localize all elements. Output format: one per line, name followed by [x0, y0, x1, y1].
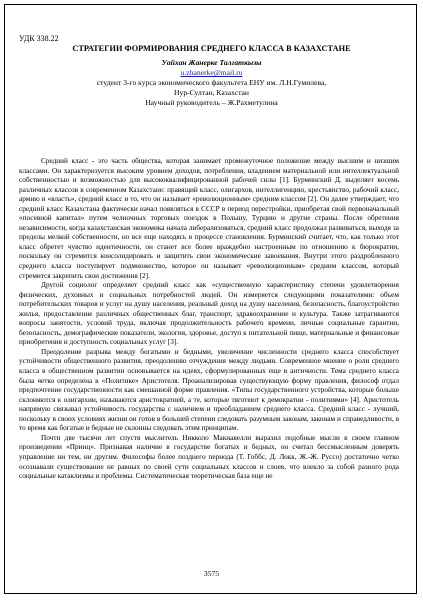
paragraph-2: Другой социолог определяет средний класс как «существенную характеристику степени удовлетворения физических, духовных и социальных потребностей людей. Он измеряется следующими показателями: объем потребительских товаров и услуг на душу населения, реальный доход на душу населения, безопасность, благоустройство жилья, предоставление различных общественных благ, транспорт, здравоохранение и культура. Также затрагиваются вопросы занятости, условий труда, включая продолжительность рабочего времени, личные социальные гарантии, безопасность, демографические показатели, экология, здоровье, доступ к питательной пище, материальные и финансовые приобретения и доступность социальных услуг [3].: [19, 281, 399, 347]
supervisor-line: Научный руководитель – Ж.Рахметулина: [145, 98, 278, 107]
author-block: [0, 58, 423, 108]
author-email-link[interactable]: u.zhanerke@mail.ru: [180, 68, 243, 77]
page-number: 3575: [203, 569, 220, 578]
paragraph-1: Средний класс - это часть общества, которая занимает промежуточное положение между высшим и низшим классами. Он характеризуется высоким уровнем доходов, потребления, владением материальной или интеллектуальной собственностью и возможностью для высококвалифицированной рабочей силы [1]. Бурминский Д. выделяет восемь различных классов в современном Казахстане: правящий класс, олигархов, интеллигенцию, крестьянство, рабочий класс, армию и «власть», средний класс и то, что он называет «революционным» средним классом [2]. Он далее утверждает, что средний класс Казахстана фактически начал появляться в СССР в период перестройки, приобретая свой первоначальный «посевной капитал» путем челночных торговых поездок в Польшу, Турцию и другие страны. После обретения независимости, когда казахстанская экономика начала либерализоваться, средний класс продолжал развиваться, выходя за пределы мелкой собственности, но все еще находясь в процессе становления. Бурминский считает, что, как только этот класс обретет чувство идентичности, он станет все более враждебно настроенным по отношению к бюрократии, поскольку он стремится консолидировать и защитить свои экономические завоевания. Внутри этого раздробленного среднего класса поступирует подмножество, которое он называет «революционным» средним классом, который стремится закрепить свои достижения [2].: [19, 157, 399, 280]
paragraph-4: Почти две тысячи лет спустя мыслитель Никколо Макиавелли выразил подобные мысли в своем главном произведении «Принц». Признавая наличие в государстве богатых и бедных, он считал бессмысленным доверять управление ни тем, ни другим. Философы более позднего периода (Т. Гоббс, Д. Локк, Ж.-Ж. Руссо) достаточно четко осознавали существование не равных по своей сути социальных классов и слоев, что влекло за собой разного рода социальные катаклизмы и проблемы. Систематическая теоретическая база еще не: [19, 433, 399, 481]
article-body: [19, 157, 399, 482]
affiliation-line-1: студент 3-го курса экономического факультета ЕНУ им. Л.Н.Гумилева,: [96, 78, 327, 87]
affiliation-line-2: Нур-Султан, Казахстан: [174, 88, 249, 97]
author-name: Уайхан Жанерке Талгаткызы: [161, 58, 262, 67]
article-title: СТРАТЕГИИ ФОРМИРОВАНИЯ СРЕДНЕГО КЛАССА В КАЗАХСТАНЕ: [72, 44, 351, 53]
paragraph-3: Преодоление разрыва между богатыми и бедными, увеличение численности среднего класса способствует устойчивости общественного развития, преодолению отчуждения между людьми. Современное мнение о роли среднего класса в общественном развитии основывается на идеях, сформулированных еще в античности. Тема среднего класса была четко определена в «Политике» Аристотеля. Проанализировав существующую форму правления, философ отдал предпочтение государственности как смешанной форме правления. «Типы государственного устройства, которые больше склоняются к олигархии, называются аристократией, а те, которые тяготеют к демократии - политиями» [4]. Аристотель напрямую связывал устойчивость государства с наличием и преобладанием среднего класса. Средний класс - лучший, поскольку в своих условиях жизни он готов в большей степени следовать разумным законам, законам и справедливости, в то время как богатые и бедные не склонны следовать этим принципам.: [19, 347, 399, 433]
udk-code: УДК 338.22: [19, 34, 59, 43]
